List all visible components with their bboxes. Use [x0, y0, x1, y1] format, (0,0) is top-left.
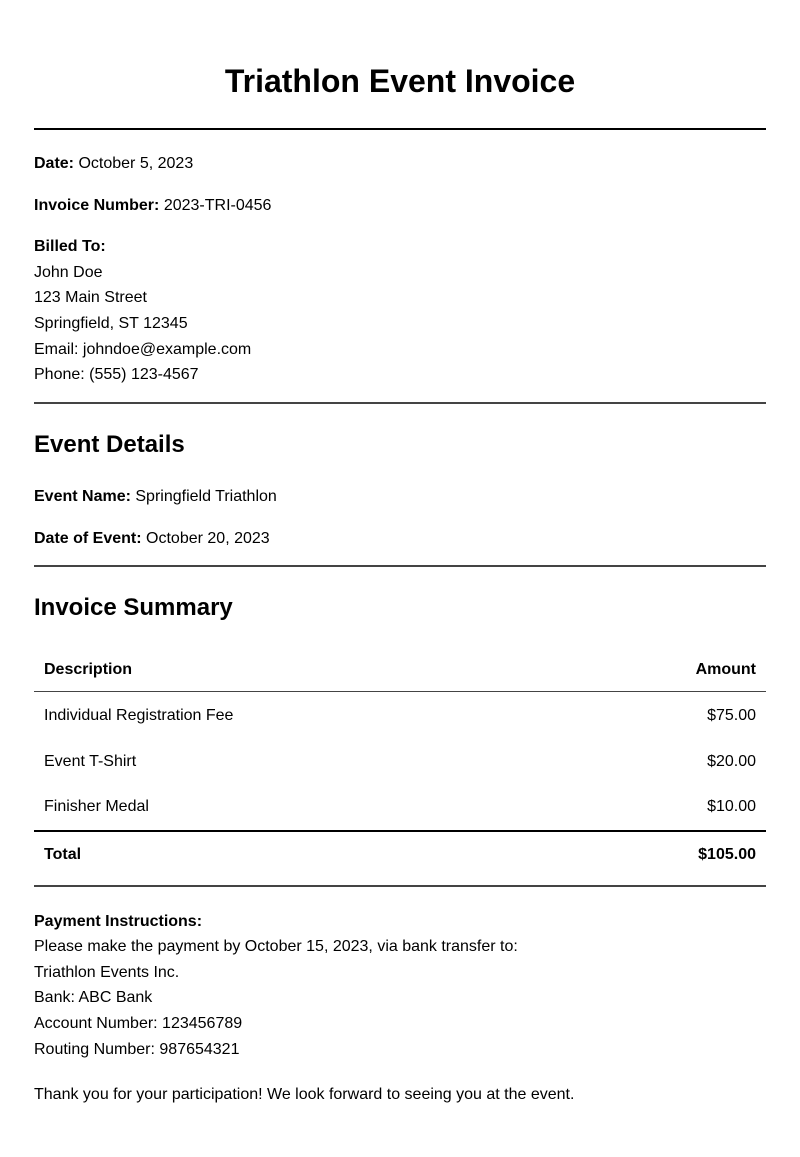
event-details-heading: Event Details — [34, 431, 185, 458]
row-description: Individual Registration Fee — [44, 707, 234, 724]
billed-to-city: Springfield, ST 12345 — [34, 315, 188, 332]
table-row — [34, 694, 766, 740]
event-date-value: October 20, 2023 — [146, 530, 270, 547]
payment-payee: Triathlon Events Inc. — [34, 964, 180, 981]
section-divider — [34, 885, 766, 887]
section-divider — [34, 565, 766, 567]
table-row — [34, 785, 766, 831]
date-value: October 5, 2023 — [78, 155, 194, 172]
payment-line: Please make the payment by October 15, 2023, via bank transfer to: — [34, 938, 518, 955]
col-amount-header: Amount — [695, 661, 756, 678]
invoice-date — [34, 154, 193, 174]
col-description-header: Description — [44, 661, 133, 678]
invoice-number — [34, 196, 271, 216]
summary-table-header — [34, 648, 766, 694]
billed-to-name: John Doe — [34, 264, 103, 281]
section-divider — [34, 402, 766, 404]
payment-bank: Bank: ABC Bank — [34, 989, 153, 1006]
total-divider — [34, 830, 766, 832]
thank-you-note: Thank you for your participation! We look forward to seeing you at the event. — [34, 1086, 575, 1103]
billed-to-phone: Phone: (555) 123-4567 — [34, 366, 199, 383]
table-row — [34, 740, 766, 786]
payment-account-number: Account Number: 123456789 — [34, 1015, 243, 1032]
event-date — [34, 529, 270, 549]
billed-to-street: 123 Main Street — [34, 289, 147, 306]
event-date-label: Date of Event: — [34, 530, 142, 547]
table-header-divider — [34, 691, 766, 692]
billed-to-label: Billed To: — [34, 238, 106, 255]
event-name-value: Springfield Triathlon — [135, 488, 277, 505]
row-description: Event T-Shirt — [44, 753, 137, 770]
total-row — [34, 833, 766, 879]
row-amount: $20.00 — [707, 753, 756, 770]
billed-to-email: Email: johndoe@example.com — [34, 341, 252, 358]
date-label: Date: — [34, 155, 75, 172]
row-description: Finisher Medal — [44, 798, 149, 815]
invoice-number-label: Invoice Number: — [34, 197, 160, 214]
event-name — [34, 487, 277, 507]
total-label: Total — [44, 846, 82, 863]
total-amount: $105.00 — [698, 846, 756, 863]
invoice-title: Triathlon Event Invoice — [224, 63, 576, 99]
invoice-number-value: 2023-TRI-0456 — [163, 197, 272, 214]
title-divider — [34, 128, 766, 130]
invoice-summary-heading: Invoice Summary — [34, 594, 233, 621]
event-name-label: Event Name: — [34, 488, 131, 505]
payment-routing-number: Routing Number: 987654321 — [34, 1041, 240, 1058]
row-amount: $10.00 — [707, 798, 756, 815]
row-amount: $75.00 — [707, 707, 756, 724]
payment-instructions-label: Payment Instructions: — [34, 913, 203, 930]
